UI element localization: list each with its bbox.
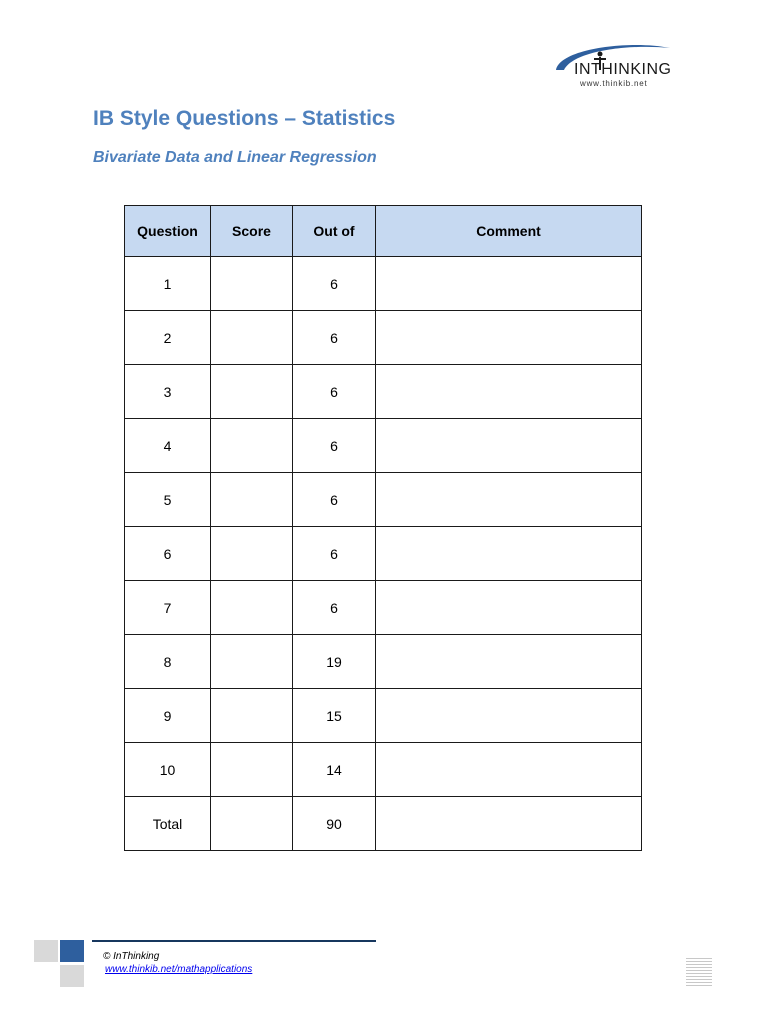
inthinking-logo — [552, 40, 674, 90]
question-cell: 8 — [125, 635, 211, 689]
table-row — [125, 257, 642, 311]
question-cell: 10 — [125, 743, 211, 797]
out-of-cell: 19 — [293, 635, 376, 689]
table-row — [125, 365, 642, 419]
score-cell[interactable] — [211, 311, 293, 365]
table-row-total — [125, 797, 642, 851]
out-of-cell: 6 — [293, 473, 376, 527]
footer-copyright: © InThinking — [103, 951, 160, 962]
comment-cell[interactable] — [376, 527, 642, 581]
table-row — [125, 581, 642, 635]
comment-cell[interactable] — [376, 743, 642, 797]
out-of-cell: 14 — [293, 743, 376, 797]
question-cell: 7 — [125, 581, 211, 635]
score-cell[interactable] — [211, 473, 293, 527]
table-row — [125, 419, 642, 473]
header-score: Score — [211, 206, 293, 257]
table-row — [125, 689, 642, 743]
score-cell[interactable] — [211, 581, 293, 635]
out-of-cell: 6 — [293, 311, 376, 365]
score-cell[interactable] — [211, 743, 293, 797]
score-cell[interactable] — [211, 419, 293, 473]
logo-wordmark: INTHINKING — [574, 61, 672, 78]
comment-cell[interactable] — [376, 635, 642, 689]
score-table — [124, 205, 642, 851]
table-header-row — [125, 206, 642, 257]
comment-cell[interactable] — [376, 419, 642, 473]
score-cell[interactable] — [211, 797, 293, 851]
question-cell: 1 — [125, 257, 211, 311]
score-cell[interactable] — [211, 257, 293, 311]
out-of-cell: 6 — [293, 581, 376, 635]
footer-box-dark — [60, 940, 84, 962]
logo-url: www.thinkib.net — [580, 79, 648, 88]
question-cell: Total — [125, 797, 211, 851]
comment-cell[interactable] — [376, 797, 642, 851]
out-of-cell: 90 — [293, 797, 376, 851]
table-row — [125, 473, 642, 527]
footer-box-light — [34, 940, 58, 962]
page-title: IB Style Questions – Statistics — [93, 107, 396, 130]
comment-cell[interactable] — [376, 365, 642, 419]
question-cell: 3 — [125, 365, 211, 419]
out-of-cell: 6 — [293, 365, 376, 419]
footer-link[interactable]: www.thinkib.net/mathapplications — [105, 964, 253, 975]
comment-cell[interactable] — [376, 581, 642, 635]
score-cell[interactable] — [211, 365, 293, 419]
page-subtitle: Bivariate Data and Linear Regression — [93, 149, 377, 166]
table-row — [125, 635, 642, 689]
footer-decoration — [34, 940, 86, 988]
out-of-cell: 6 — [293, 527, 376, 581]
comment-cell[interactable] — [376, 257, 642, 311]
question-cell: 5 — [125, 473, 211, 527]
page-lines-icon — [686, 958, 712, 990]
table-row — [125, 527, 642, 581]
score-cell[interactable] — [211, 635, 293, 689]
comment-cell[interactable] — [376, 473, 642, 527]
header-out-of: Out of — [293, 206, 376, 257]
score-cell[interactable] — [211, 527, 293, 581]
footer-divider — [92, 940, 376, 942]
out-of-cell: 6 — [293, 257, 376, 311]
question-cell: 4 — [125, 419, 211, 473]
question-cell: 2 — [125, 311, 211, 365]
question-cell: 6 — [125, 527, 211, 581]
score-cell[interactable] — [211, 689, 293, 743]
out-of-cell: 15 — [293, 689, 376, 743]
footer-box-light — [60, 965, 84, 987]
table-row — [125, 743, 642, 797]
comment-cell[interactable] — [376, 311, 642, 365]
out-of-cell: 6 — [293, 419, 376, 473]
header-comment: Comment — [376, 206, 642, 257]
table-row — [125, 311, 642, 365]
header-question: Question — [125, 206, 211, 257]
comment-cell[interactable] — [376, 689, 642, 743]
question-cell: 9 — [125, 689, 211, 743]
